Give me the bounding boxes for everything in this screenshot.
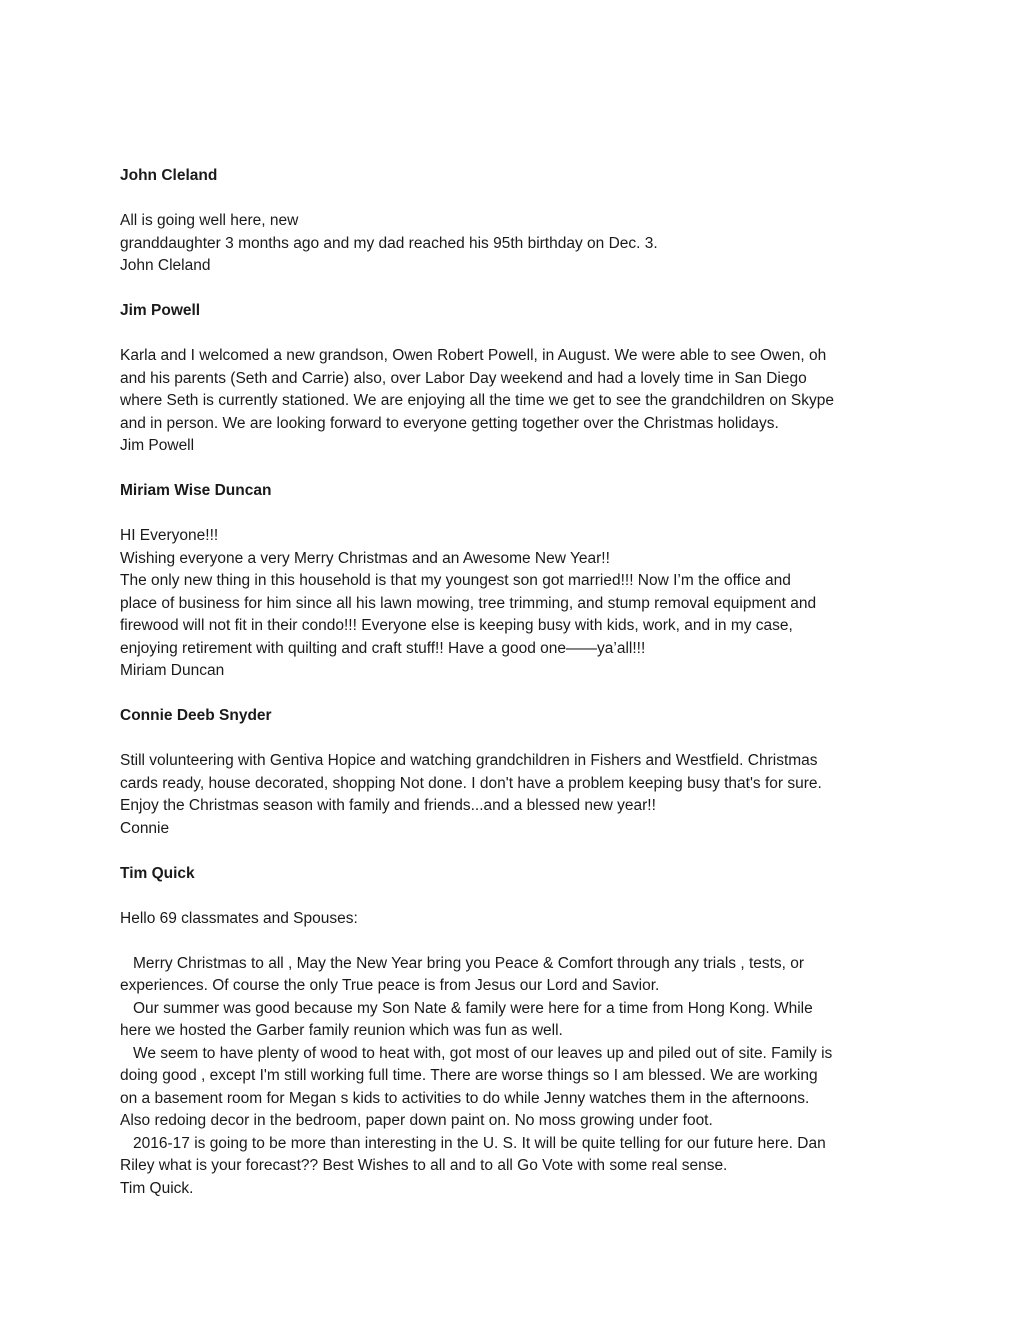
entry-connie-deeb-snyder	[120, 705, 910, 840]
entry-message	[120, 345, 910, 458]
document-page	[120, 165, 910, 1200]
message-line: Karla and I welcomed a new grandson, Owen Robert Powell, in August. We were able to see Owen, oh	[120, 347, 827, 364]
entry-author-name: Miriam Wise Duncan	[120, 482, 272, 499]
message-line: experiences. Of course the only True peace is from Jesus our Lord and Savior.	[120, 977, 660, 994]
entry-message	[120, 525, 910, 683]
message-line: 2016-17 is going to be more than interesting in the U. S. It will be quite telling for our future here. Dan	[133, 1134, 826, 1152]
message-line: The only new thing in this household is that my youngest son got married!!! Now I’m the office and	[120, 572, 791, 589]
message-line: firewood will not fit in their condo!!! Everyone else is keeping busy with kids, work, and in my case,	[120, 617, 793, 634]
entry-message	[120, 750, 910, 840]
entry-author-name: Connie Deeb Snyder	[120, 707, 272, 724]
message-line: Our summer was good because my Son Nate & family were here for a time from Hong Kong. While	[133, 999, 813, 1017]
message-line: Merry Christmas to all , May the New Year bring you Peace & Comfort through any trials , tests, or	[133, 954, 805, 972]
paragraph-gap	[120, 930, 910, 953]
message-line: on a basement room for Megan s kids to activities to do while Jenny watches them in the afternoons.	[120, 1089, 810, 1107]
entry-tim-quick	[120, 863, 910, 1201]
message-line: All is going well here, new	[120, 212, 299, 229]
entry-author-name: Tim Quick	[120, 864, 195, 882]
message-line: We seem to have plenty of wood to heat with, got most of our leaves up and piled out of site. Family is	[133, 1044, 833, 1062]
message-line: HI Everyone!!!	[120, 527, 219, 544]
message-line: Also redoing decor in the bedroom, paper down paint on. No moss growing under foot.	[120, 1112, 713, 1129]
entry-message	[120, 908, 910, 1201]
message-line: where Seth is currently stationed. We are enjoying all the time we get to see the grandchildren on Skype	[120, 392, 834, 409]
message-signature: Connie	[120, 819, 170, 837]
entry-miriam-wise-duncan	[120, 480, 910, 683]
entry-author-name: Jim Powell	[120, 302, 201, 319]
message-line: granddaughter 3 months ago and my dad reached his 95th birthday on Dec. 3.	[120, 234, 658, 252]
entry-author-name: John Cleland	[120, 167, 218, 184]
message-signature: Miriam Duncan	[120, 662, 225, 679]
entry-john-cleland	[120, 165, 910, 278]
message-line: and his parents (Seth and Carrie) also, over Labor Day weekend and had a lovely time in San Diego	[120, 369, 807, 387]
message-signature: Tim Quick.	[120, 1179, 194, 1197]
message-line: Still volunteering with Gentiva Hopice and watching grandchildren in Fishers and Westfield. Christmas	[120, 752, 818, 769]
entry-jim-powell	[120, 300, 910, 458]
message-line: enjoying retirement with quilting and craft stuff!! Have a good one——ya’all!!!	[120, 639, 646, 657]
message-line: and in person. We are looking forward to everyone getting together over the Christmas holidays.	[120, 414, 779, 432]
message-line: cards ready, house decorated, shopping Not done. I don't have a problem keeping busy that's for sure.	[120, 774, 822, 792]
message-signature: Jim Powell	[120, 437, 195, 454]
message-line: Wishing everyone a very Merry Christmas and an Awesome New Year!!	[120, 549, 610, 567]
message-line: doing good , except I'm still working full time. There are worse things so I am blessed. We are working	[120, 1067, 818, 1084]
message-line: here we hosted the Garber family reunion which was fun as well.	[120, 1022, 563, 1039]
message-line: Enjoy the Christmas season with family and friends...and a blessed new year!!	[120, 797, 656, 814]
entry-message	[120, 210, 910, 278]
message-greeting: Hello 69 classmates and Spouses:	[120, 909, 358, 927]
message-line: place of business for him since all his lawn mowing, tree trimming, and stump removal equipment and	[120, 594, 817, 612]
message-line: Riley what is your forecast?? Best Wishes to all and to all Go Vote with some real sense.	[120, 1157, 728, 1174]
message-signature: John Cleland	[120, 257, 211, 274]
